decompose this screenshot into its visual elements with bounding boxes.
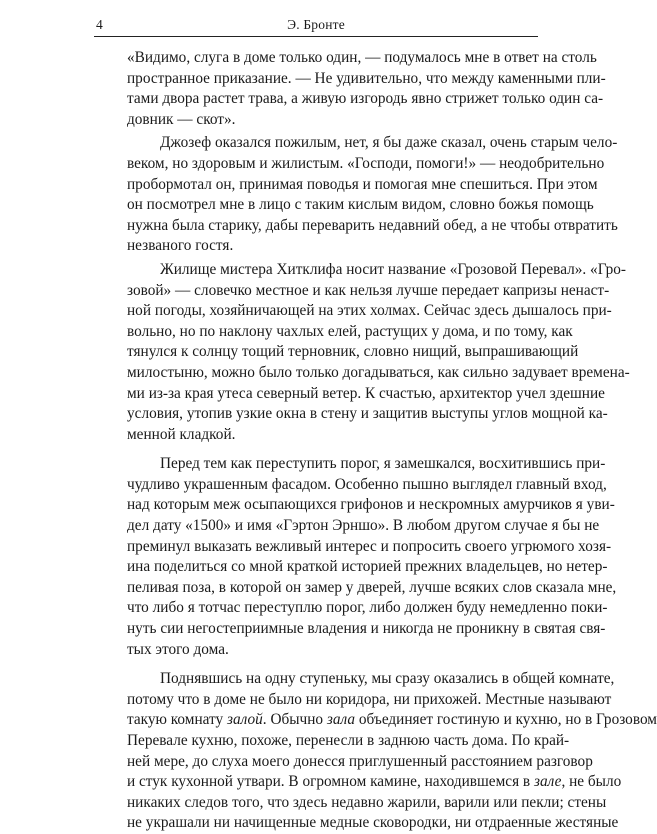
text-run: такую комнату [127, 711, 228, 729]
page-header [94, 14, 538, 37]
text-line: тами двора растет трава, а живую изгородь явно стрижет только один са- [127, 90, 604, 108]
text-line: пеливая поза, в которой он замер у дверей, лучше всяких слов сказала мне, [127, 578, 617, 596]
page-number: 4 [96, 17, 103, 32]
text-line: Перевале кухню, похоже, перенесли в заднюю часть дома. По край- [127, 732, 570, 749]
body-text [94, 48, 657, 834]
text-line: довник — скот». [127, 110, 236, 128]
text-line: нужна была старику, дабы переварить недавний обед, а не чтобы отвратить [127, 216, 618, 234]
text-line: ми из-за края утеса северный ветер. К счастью, архитектор учел здешние [127, 384, 605, 402]
text-run: и стук кухонной утвари. В огромном камине, находившемся в [127, 773, 534, 791]
text-line: Жилище мистера Хитклифа носит название «Грозовой Перевал». «Гро- [160, 260, 626, 278]
italic-term: зала [326, 711, 356, 729]
text-line: над которым меж осыпающихся грифонов и нескромных амурчиков я уви- [127, 496, 615, 514]
text-run: . Обычно [262, 711, 327, 729]
text-line: тянулся к солнцу тощий терновник, словно нищий, выпрашивающий [127, 343, 579, 361]
text-line: не украшали ни начищенные медные сковородки, ни отдраенные жестяные [127, 814, 619, 832]
text-line: ина поделиться со мной краткой историей прежних владельцев, но нетер- [127, 558, 608, 576]
text-line: нуть сии негостеприимные владения и никогда не проникну в святая свя- [127, 620, 606, 638]
paragraph-2 [94, 133, 618, 257]
italic-term: залой [227, 711, 263, 729]
text-line: чудливо украшенным фасадом. Особенно пышно выглядел главный вход, [127, 475, 607, 493]
text-line: преминул выказать вежливый интерес и попросить своего угрюмого хозя- [127, 537, 612, 555]
text-line: вольно, но по наклону чахлых елей, растущих у дома, и по тому, как [127, 322, 573, 340]
italic-term: зале [533, 773, 562, 791]
text-line: милостыню, можно было только догадываться, как сильно задувает времена- [127, 363, 630, 381]
text-line: пространное приказание. — Не удивительно, что между каменными пли- [127, 69, 606, 87]
text-line: «Видимо, слуга в доме только один, — подумалось мне в ответ на столь [127, 49, 597, 66]
text-line: Поднявшись на одну ступеньку, мы сразу оказались в общей комнате, [160, 670, 615, 688]
paragraph-3 [94, 260, 630, 445]
text-line: условия, утопив узкие окна в стену и защитив выступы углов мощной ка- [127, 405, 608, 423]
paragraph-1 [94, 48, 606, 130]
text-line: тых этого дома. [127, 640, 229, 658]
paragraph-5 [94, 669, 657, 834]
text-line: он посмотрел мне в лицо с таким кислым видом, словно божья помощь [127, 196, 594, 214]
text-run: , не было [561, 773, 622, 791]
text-line: незваного гостя. [127, 237, 234, 255]
text-line: что либо я тотчас переступлю порог, либо должен буду немедленно поки- [127, 599, 608, 617]
text-run: объединяет гостиную и кухню, но в Грозовом [355, 711, 657, 729]
text-line: потому что в доме не было ни коридора, ни прихожей. Местные называют [127, 690, 612, 708]
text-line: Перед тем как переступить порог, я замешкался, восхитившись при- [160, 455, 606, 473]
text-line: ной погоды, хозяйничающей на этих холмах. Сейчас здесь дышалось при- [127, 302, 612, 320]
running-head-author: Э. Бронте [287, 17, 345, 32]
text-line: зовой» — словечко местное и как нельзя лучше передает капризы ненаст- [127, 281, 610, 299]
text-line: Джозеф оказался пожилым, нет, я бы даже сказал, очень старым чело- [160, 134, 618, 152]
text-line [94, 710, 657, 731]
text-line [94, 772, 622, 793]
text-line: никаких следов того, что здесь недавно жарили, варили или пекли; стены [127, 793, 607, 811]
text-line: менной кладкой. [127, 425, 236, 443]
paragraph-4 [94, 454, 617, 660]
text-line: ней мере, до слуха моего донесся приглушенный расстоянием разговор [127, 752, 593, 770]
text-line: дел дату «1500» и имя «Гэртон Эрншо». В любом другом случае я бы не [127, 517, 600, 535]
text-line: веком, но здоровым и жилистым. «Господи, помоги!» — неодобрительно [127, 154, 605, 172]
text-line: пробормотал он, принимая поводья и помогая мне спешиться. При этом [127, 175, 598, 193]
